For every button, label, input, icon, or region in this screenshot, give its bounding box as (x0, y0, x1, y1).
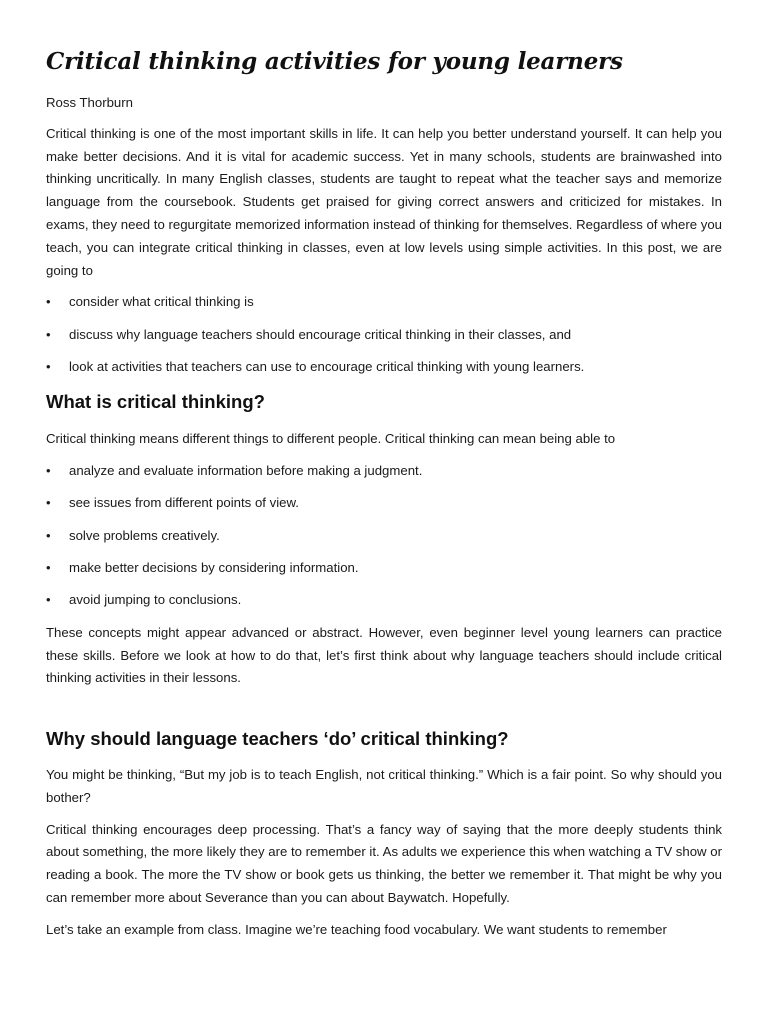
bullet-icon: • (46, 462, 51, 478)
section1-bullet-list (46, 460, 722, 612)
list-item (46, 356, 722, 379)
bullet-icon: • (46, 326, 51, 342)
bullet-icon: • (46, 559, 51, 575)
list-item (46, 492, 722, 515)
list-item (46, 557, 722, 580)
section-heading-what-is: What is critical thinking? (46, 390, 265, 412)
list-item (46, 324, 722, 347)
section2-paragraph-3: Let’s take an example from class. Imagine we’re teaching food vocabulary. We want students to remember (46, 921, 667, 937)
section2-paragraph-2: Critical thinking encourages deep processing. That’s a fancy way of saying that the more deeply students think about something, the more likely they are to remember it. As adults we experience this when watching a TV show or reading a book. The more the TV show or book gets us thinking, the better we remember it. That might be why you can remember more about Severance than you can about Baywatch. Hopefully. (46, 821, 722, 906)
list-item (46, 525, 722, 548)
list-item-text: analyze and evaluate information before making a judgment. (69, 462, 423, 478)
intro-paragraph: Critical thinking is one of the most important skills in life. It can help you better understand yourself. It can help you make better decisions. And it is vital for academic success. Yet in many schools, students are brainwashed into thinking uncritically. In many English classes, students are taught to repeat what the teacher says and memorize language from the coursebook. Students get praised for giving correct answers and criticized for mistakes. In exams, they need to regurgitate memorized information instead of thinking for themselves. Regardless of where you teach, you can integrate critical thinking in classes, even at low levels using simple activities. In this post, we are going to (46, 125, 722, 278)
section1-lead: Critical thinking means different things to different people. Critical thinking can mean being able to (46, 430, 616, 446)
list-item-text: consider what critical thinking is (69, 294, 254, 310)
list-item-text: discuss why language teachers should encourage critical thinking in their classes, and (69, 326, 572, 342)
list-item (46, 291, 722, 314)
list-item (46, 589, 722, 612)
list-item-text: see issues from different points of view. (69, 495, 299, 511)
list-item-text: make better decisions by considering information. (69, 559, 359, 575)
bullet-icon: • (46, 495, 51, 511)
bullet-icon: • (46, 359, 51, 375)
list-item-text: avoid jumping to conclusions. (69, 592, 242, 608)
intro-bullet-list (46, 291, 722, 379)
section-heading-why: Why should language teachers ‘do’ critical thinking? (46, 728, 509, 750)
list-item-text: solve problems creatively. (69, 527, 220, 543)
list-item-text: look at activities that teachers can use to encourage critical thinking with young learners. (69, 359, 585, 375)
article (46, 46, 722, 951)
author-name: Ross Thorburn (46, 95, 133, 110)
bullet-icon: • (46, 294, 51, 310)
article-title: Critical thinking activities for young learners (46, 48, 623, 75)
bullet-icon: • (46, 527, 51, 543)
list-item (46, 460, 722, 483)
section2-paragraph-1: You might be thinking, “But my job is to teach English, not critical thinking.” Which is a fair point. So why should you bother? (46, 767, 722, 805)
bullet-icon: • (46, 592, 51, 608)
section1-closing: These concepts might appear advanced or abstract. However, even beginner level young learners can practice these skills. Before we look at how to do that, let’s first think about why language teachers should include critical thinking activities in their lessons. (46, 624, 722, 686)
